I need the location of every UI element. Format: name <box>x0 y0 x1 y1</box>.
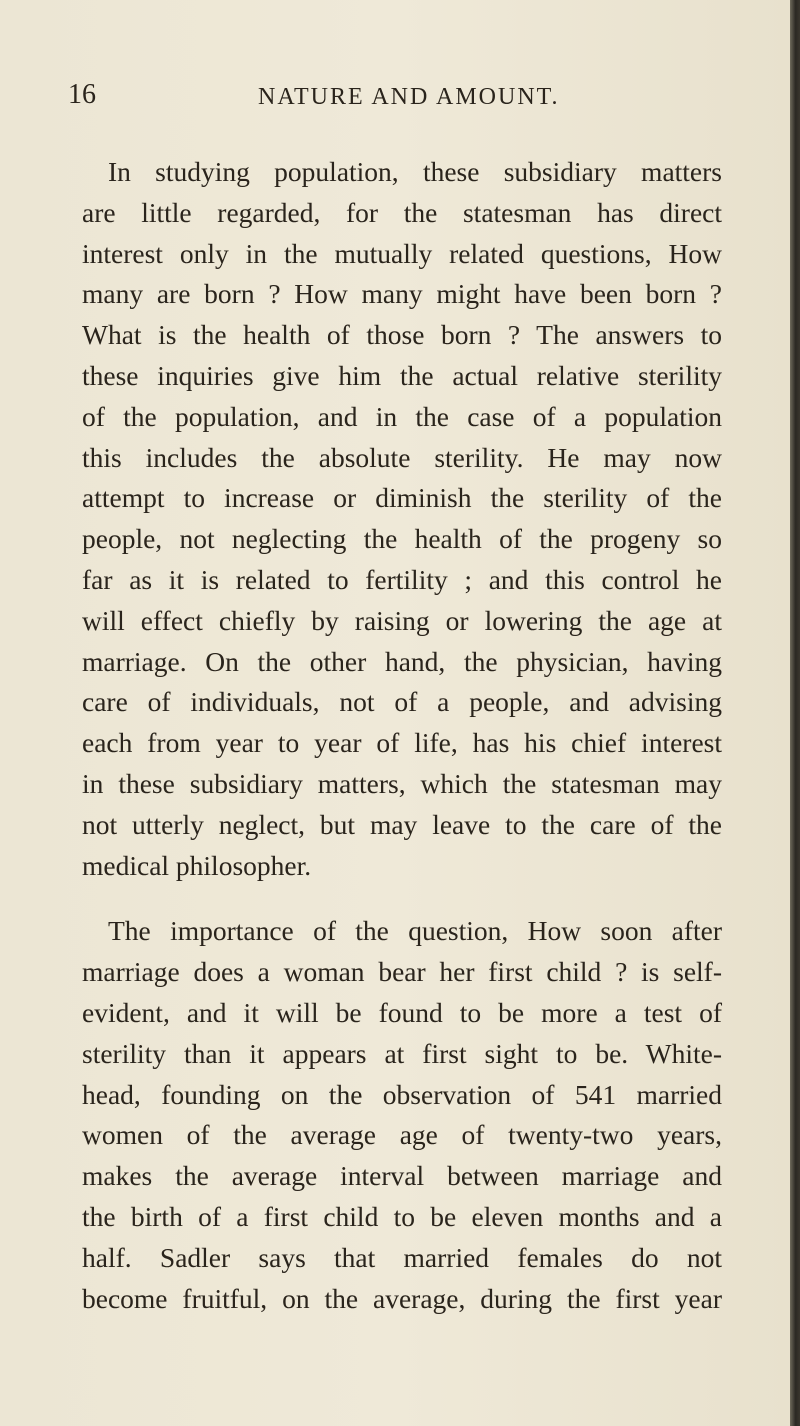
text-line: interest only in the mutually related questions, How <box>82 237 722 269</box>
text-line: of the population, and in the case of a population <box>82 400 722 432</box>
text-line: half. Sadler says that married females do not <box>82 1241 722 1273</box>
text-line: medical philosopher. <box>82 849 312 881</box>
text-line: care of individuals, not of a people, and advising <box>82 686 722 718</box>
text-line: in these subsidiary matters, which the statesman may <box>82 767 722 799</box>
text-line: attempt to increase or diminish the sterility of the <box>82 482 722 514</box>
paragraph-gap <box>82 886 722 911</box>
text-line: far as it is related to fertility ; and this control he <box>82 563 722 595</box>
paragraph-1 <box>82 152 722 886</box>
text-line: women of the average age of twenty-two years, <box>82 1119 722 1151</box>
text-line: sterility than it appears at first sight to be. White- <box>82 1037 722 1069</box>
text-line: makes the average interval between marriage and <box>82 1160 722 1192</box>
text-line: the birth of a first child to be eleven months and a <box>82 1200 722 1232</box>
text-line: The importance of the question, How soon after <box>108 915 722 947</box>
text-line: will effect chiefly by raising or lowering the age at <box>82 604 722 636</box>
text-line: In studying population, these subsidiary matters <box>108 156 722 187</box>
text-line: this includes the absolute sterility. He may now <box>82 441 722 473</box>
text-line: these inquiries give him the actual relative sterility <box>82 359 722 391</box>
text-line: marriage. On the other hand, the physician, having <box>82 645 722 677</box>
text-line: are little regarded, for the statesman has direct <box>82 196 722 228</box>
text-line: people, not neglecting the health of the progeny so <box>82 523 722 555</box>
paragraph-2 <box>82 911 722 1319</box>
text-line: What is the health of those born ? The answers to <box>82 319 722 351</box>
text-line: head, founding on the observation of 541 married <box>82 1078 722 1110</box>
page-header <box>68 78 728 114</box>
body-text <box>82 152 722 1319</box>
page-number: 16 <box>68 79 96 110</box>
text-line: become fruitful, on the average, during the first year <box>82 1282 722 1314</box>
text-line: not utterly neglect, but may leave to the care of the <box>82 808 722 840</box>
running-head: NATURE AND AMOUNT. <box>258 84 560 110</box>
text-line: evident, and it will be found to be more a test of <box>82 996 722 1028</box>
text-line: many are born ? How many might have been born ? <box>82 278 722 310</box>
page-edge-shadow <box>790 0 800 1426</box>
text-line: each from year to year of life, has his chief interest <box>82 727 722 759</box>
text-line: marriage does a woman bear her first child ? is self- <box>82 956 722 988</box>
